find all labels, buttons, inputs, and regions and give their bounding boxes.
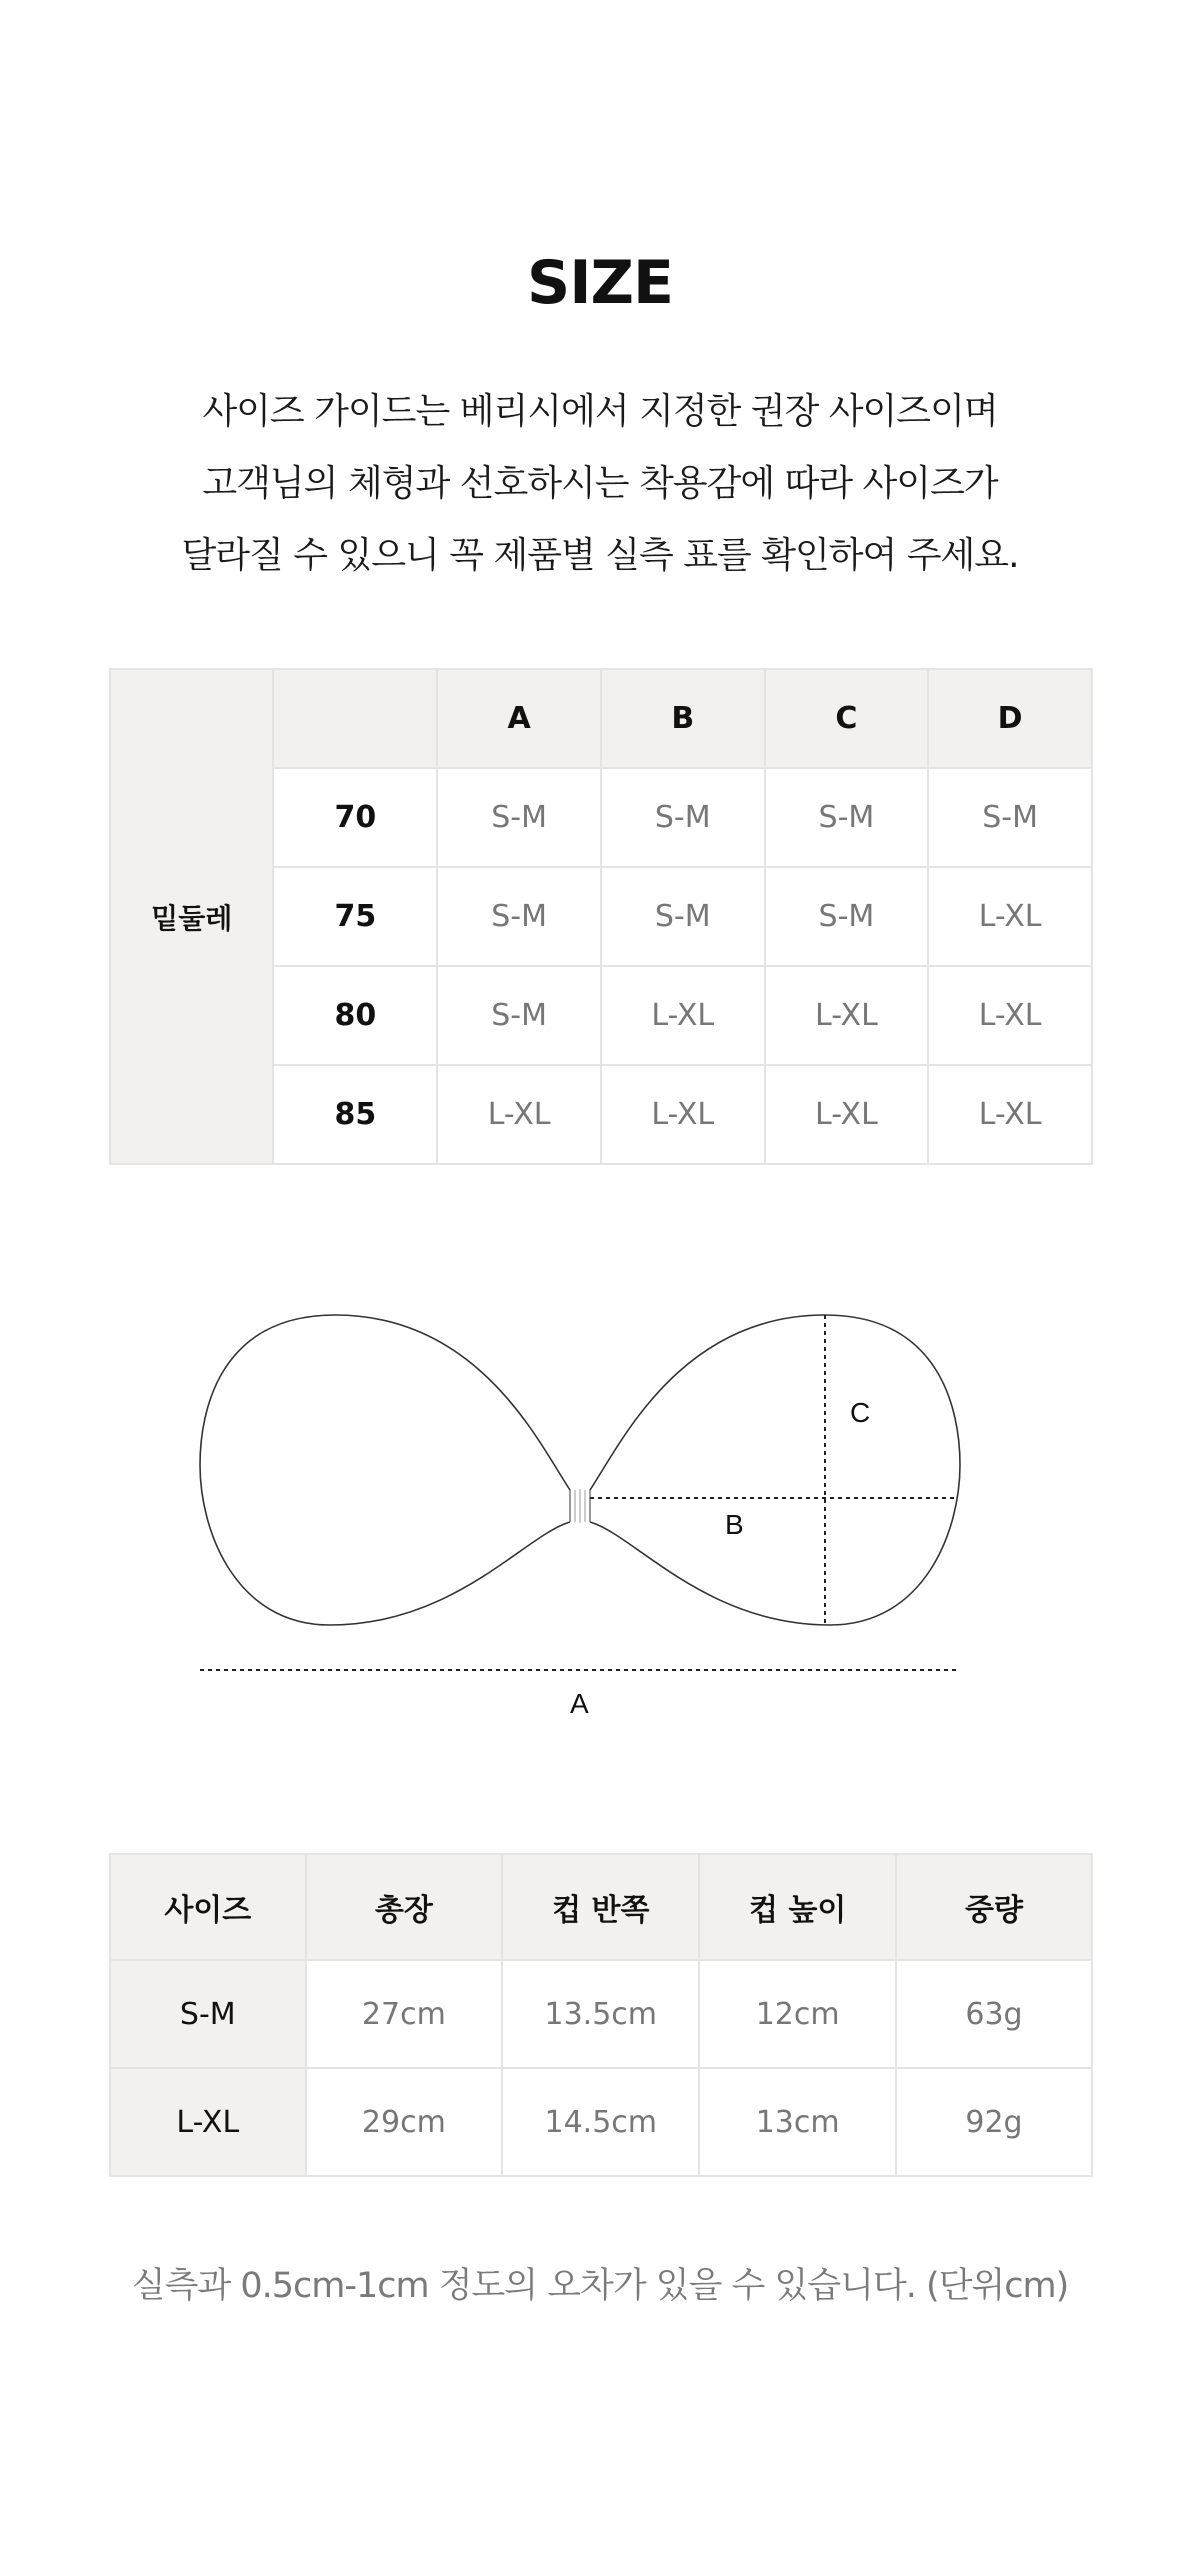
measurement-spec-table bbox=[109, 1853, 1093, 2177]
size-cell: S-M bbox=[601, 867, 765, 966]
label-b: B bbox=[725, 1509, 744, 1540]
column-header: 총장 bbox=[306, 1854, 503, 1960]
spec-cell: 29cm bbox=[306, 2068, 503, 2176]
size-cell: L-XL bbox=[601, 966, 765, 1065]
column-header: 중량 bbox=[896, 1854, 1092, 1960]
size-cell: L-XL bbox=[437, 1065, 601, 1164]
table-header-row bbox=[110, 1854, 1092, 1960]
band-size: 80 bbox=[273, 966, 437, 1065]
spec-cell: 14.5cm bbox=[502, 2068, 699, 2176]
table-header-row bbox=[110, 669, 1092, 768]
size-name: L-XL bbox=[110, 2068, 306, 2176]
cup-header: C bbox=[765, 669, 929, 768]
intro-line: 고객님의 체형과 선호하시는 착용감에 따라 사이즈가 bbox=[202, 463, 998, 504]
bra-measurement-diagram bbox=[180, 1290, 1020, 1730]
spec-cell: 12cm bbox=[699, 1960, 896, 2068]
size-name: S-M bbox=[110, 1960, 306, 2068]
size-cell: S-M bbox=[765, 867, 929, 966]
left-cup-outline bbox=[200, 1315, 570, 1625]
size-cell: S-M bbox=[437, 867, 601, 966]
cup-header: B bbox=[601, 669, 765, 768]
page-title: SIZE bbox=[526, 248, 674, 318]
intro-line: 사이즈 가이드는 베리시에서 지정한 권장 사이즈이며 bbox=[202, 391, 998, 432]
band-size: 85 bbox=[273, 1065, 437, 1164]
spec-cell: 92g bbox=[896, 2068, 1092, 2176]
column-header: 컵 반쪽 bbox=[502, 1854, 699, 1960]
size-cell: L-XL bbox=[765, 966, 929, 1065]
size-cell: L-XL bbox=[928, 867, 1092, 966]
size-cell: L-XL bbox=[928, 1065, 1092, 1164]
column-header: 사이즈 bbox=[110, 1854, 306, 1960]
size-cell: S-M bbox=[928, 768, 1092, 867]
size-cell: S-M bbox=[437, 768, 601, 867]
band-size: 70 bbox=[273, 768, 437, 867]
intro-line: 달라질 수 있으니 꼭 제품별 실측 표를 확인하여 주세요. bbox=[181, 535, 1019, 576]
spec-cell: 27cm bbox=[306, 1960, 503, 2068]
spec-cell: 13cm bbox=[699, 2068, 896, 2176]
spec-cell: 63g bbox=[896, 1960, 1092, 2068]
label-a: A bbox=[570, 1688, 589, 1719]
size-recommendation-table bbox=[109, 668, 1093, 1165]
size-cell: L-XL bbox=[601, 1065, 765, 1164]
size-cell: S-M bbox=[601, 768, 765, 867]
measurement-note: 실측과 0.5cm-1cm 정도의 오차가 있을 수 있습니다. (단위cm) bbox=[131, 2266, 1069, 2306]
size-cell: L-XL bbox=[765, 1065, 929, 1164]
table-row bbox=[110, 2068, 1092, 2176]
center-gore bbox=[570, 1489, 590, 1523]
column-header: 컵 높이 bbox=[699, 1854, 896, 1960]
size-cell: S-M bbox=[437, 966, 601, 1065]
right-cup-outline bbox=[590, 1315, 960, 1625]
table-row bbox=[110, 1960, 1092, 2068]
band-size: 75 bbox=[273, 867, 437, 966]
label-c: C bbox=[850, 1397, 871, 1428]
corner-cell bbox=[273, 669, 437, 768]
band-group-label: 밑둘레 bbox=[110, 669, 273, 1164]
cup-header: D bbox=[928, 669, 1092, 768]
cup-header: A bbox=[437, 669, 601, 768]
spec-cell: 13.5cm bbox=[502, 1960, 699, 2068]
size-cell: L-XL bbox=[928, 966, 1092, 1065]
size-guide-intro bbox=[0, 376, 1200, 592]
size-cell: S-M bbox=[765, 768, 929, 867]
